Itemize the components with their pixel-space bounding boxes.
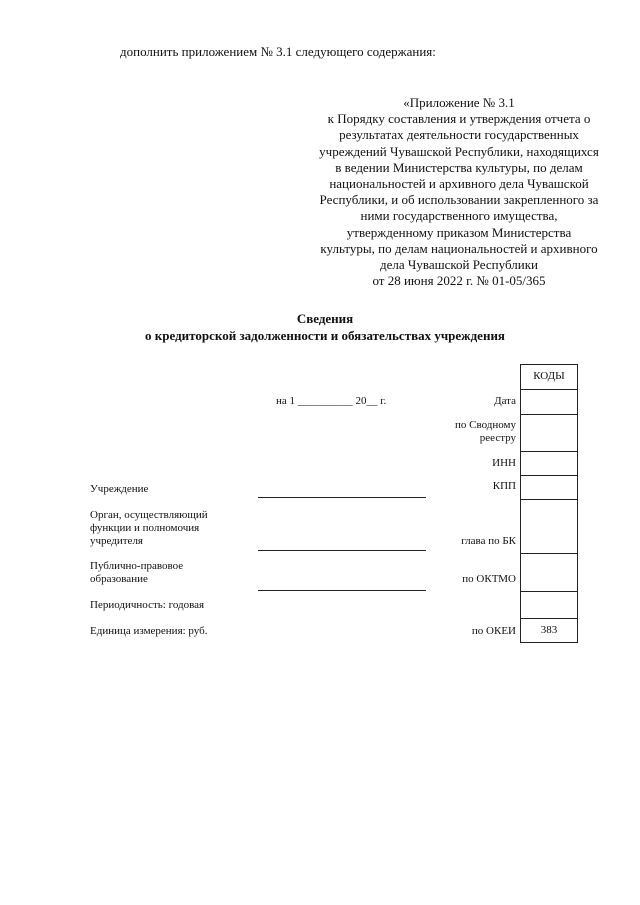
periodicity-code-cell[interactable] xyxy=(521,591,577,618)
founder-organ-line-3: учредителя xyxy=(90,535,143,547)
kpp-code-label: КПП xyxy=(492,480,516,492)
institution-label: Учреждение xyxy=(90,483,149,495)
inn-code-label: ИНН xyxy=(492,457,516,469)
appendix-line: к Порядку составления и утверждения отчета о xyxy=(327,111,591,127)
municipality-line-2: образование xyxy=(90,573,148,585)
registry-line-1: по Сводному xyxy=(454,419,516,431)
okei-code-label: по ОКЕИ xyxy=(471,625,516,637)
periodicity-label: Периодичность: годовая xyxy=(90,599,205,611)
appendix-line: национальностей и архивного дела Чувашской xyxy=(329,176,589,192)
appendix-line: результатах деятельности государственных xyxy=(339,127,579,143)
registry-code-label xyxy=(455,419,516,445)
appendix-line: в ведении Министерства культуры, по делам xyxy=(335,159,583,175)
registry-line-2: реестру xyxy=(479,432,516,444)
okei-code-cell[interactable]: 383 xyxy=(521,618,577,642)
title-line-1: Сведения xyxy=(296,311,354,326)
inn-code-cell[interactable] xyxy=(521,451,577,475)
unit-label: Единица измерения: руб. xyxy=(90,625,208,637)
institution-field-line[interactable] xyxy=(258,497,426,498)
registry-code-cell[interactable] xyxy=(521,414,577,451)
appendix-line: учреждений Чувашской Республики, находящихся xyxy=(319,143,599,159)
date-code-cell[interactable] xyxy=(521,389,577,414)
appendix-line: «Приложение № 3.1 xyxy=(403,95,515,110)
document-title xyxy=(100,310,550,344)
appendix-line: от 28 июня 2022 г. № 01-05/365 xyxy=(372,273,546,289)
bk-code-label: глава по БК xyxy=(461,535,516,547)
appendix-header xyxy=(300,95,618,289)
kpp-code-cell[interactable] xyxy=(521,475,577,499)
title-line-2: о кредиторской задолженности и обязательствах учреждения xyxy=(145,328,505,343)
intro-text: дополнить приложением № 3.1 следующего содержания: xyxy=(120,44,436,59)
municipality-line-1: Публично-правовое xyxy=(90,560,184,572)
codes-table xyxy=(520,364,578,643)
appendix-line: ними государственного имущества, xyxy=(360,208,558,224)
founder-organ-line-1: Орган, осуществляющий xyxy=(90,509,208,521)
appendix-line: утвержденному приказом Министерства xyxy=(346,224,572,240)
oktmo-code-label: по ОКТМО xyxy=(462,573,516,585)
founder-organ-line-2: функции и полномочия xyxy=(90,522,200,534)
municipality-label xyxy=(90,560,183,586)
bk-code-cell[interactable] xyxy=(521,499,577,553)
codes-header: КОДЫ xyxy=(533,370,565,382)
appendix-line: дела Чувашской Республики xyxy=(380,257,538,273)
appendix-line: культуры, по делам национальностей и архивного xyxy=(320,240,598,256)
appendix-line: Республики, и об использовании закрепленного за xyxy=(319,192,599,208)
report-date-line: на 1 __________ 20__ г. xyxy=(276,395,387,407)
date-code-label: Дата xyxy=(494,395,516,407)
founder-organ-field-line[interactable] xyxy=(258,550,426,551)
founder-organ-label xyxy=(90,509,208,548)
oktmo-code-cell[interactable] xyxy=(521,553,577,591)
municipality-field-line[interactable] xyxy=(258,590,426,591)
